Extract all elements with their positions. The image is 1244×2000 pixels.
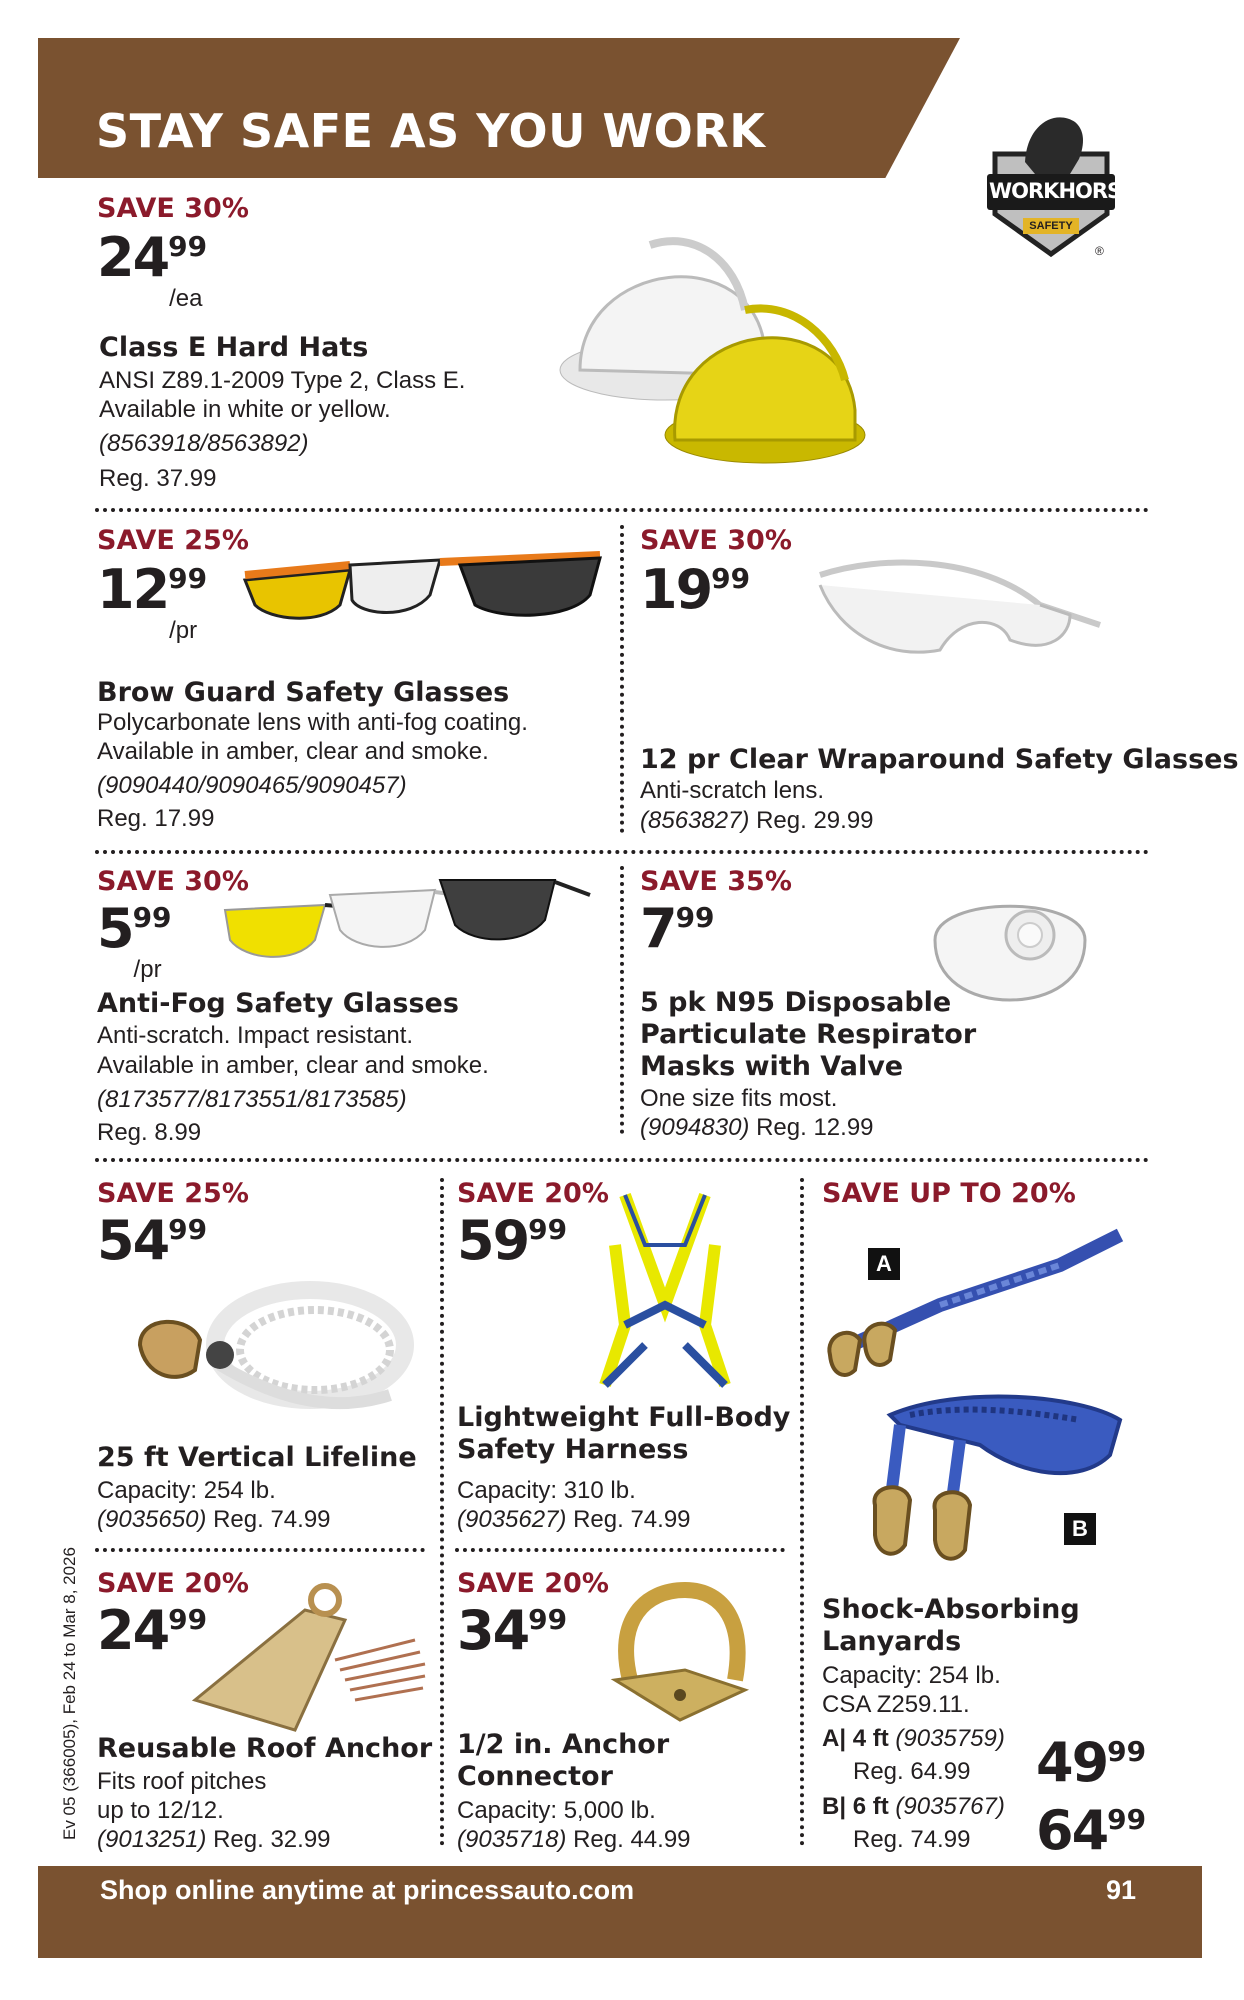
product-name: Lanyards [822,1626,962,1657]
product-name: Connector [457,1761,613,1792]
product-desc: Capacity: 310 lb. [457,1477,636,1504]
divider-vertical [440,1178,444,1846]
save-badge: SAVE 20% [457,1178,609,1209]
lanyard-a-label: A [868,1248,900,1280]
product-name: Masks with Valve [640,1051,904,1082]
price: 799 [640,897,715,960]
save-badge: SAVE UP TO 20% [822,1178,1076,1209]
product-desc: Capacity: 254 lb. [97,1477,276,1504]
product-sku-reg: (9035627) Reg. 74.99 [457,1506,691,1533]
edition-code: Ev 05 (366005), Feb 24 to Mar 8, 2026 [60,1547,79,1840]
product-desc: Fits roof pitches [97,1768,267,1795]
product-name: Anti-Fog Safety Glasses [97,988,459,1019]
brow-guard-glasses-image [240,550,610,650]
product-sku-reg: (8563827) Reg. 29.99 [640,807,874,834]
product-desc: CSA Z259.11. [822,1691,970,1718]
roof-anchor-image [185,1580,435,1735]
regular-price: Reg. 64.99 [853,1758,971,1785]
regular-price: Reg. 8.99 [97,1119,202,1146]
hard-hats-image [545,200,875,495]
product-name: Brow Guard Safety Glasses [97,677,510,708]
product-desc: One size fits most. [640,1085,838,1112]
save-badge: SAVE 30% [97,866,249,897]
product-desc: Polycarbonate lens with anti-fog coating. [97,709,528,736]
price: 4999 [1036,1731,1147,1794]
product-name: 5 pk N95 Disposable [640,987,952,1018]
lanyard-b-option: B| 6 ft (9035767) [822,1793,1005,1820]
product-name: Shock-Absorbing [822,1594,1080,1625]
product-name: Reusable Roof Anchor [97,1733,433,1764]
save-badge: SAVE 20% [97,1568,249,1599]
workhorse-logo [975,104,1135,270]
regular-price: Reg. 17.99 [97,805,215,832]
price: 1299/pr [97,558,208,644]
safety-harness-image [585,1185,745,1395]
product-desc: Available in amber, clear and smoke. [97,738,489,765]
divider [95,1548,425,1552]
product-name: 1/2 in. Anchor [457,1729,670,1760]
product-name: Lightweight Full-Body [457,1402,791,1433]
logo-sub: SAFETY [1023,218,1079,234]
page-number: 91 [1106,1875,1137,1905]
save-badge: SAVE 20% [457,1568,609,1599]
save-badge: SAVE 35% [640,866,792,897]
regular-price: Reg. 37.99 [99,465,217,492]
product-name: Class E Hard Hats [99,332,369,363]
logo-text: WORKHORSE [989,179,1135,203]
price: 5499 [97,1209,208,1272]
save-badge: SAVE 30% [97,193,249,224]
product-sku-reg: (9013251) Reg. 32.99 [97,1826,331,1853]
divider [95,508,1149,512]
product-sku: (9090440/9090465/9090457) [97,772,407,799]
product-sku-reg: (9035650) Reg. 74.99 [97,1506,331,1533]
lanyard-b-label: B [1064,1513,1096,1545]
product-name: Particulate Respirator [640,1019,977,1050]
price: 1999 [640,558,751,621]
product-desc: ANSI Z89.1-2009 Type 2, Class E. [99,367,466,394]
page-title: STAY SAFE AS YOU WORK [96,104,766,158]
product-sku: (8173577/8173551/8173585) [97,1086,407,1113]
save-badge: SAVE 30% [640,525,792,556]
regular-price: Reg. 74.99 [853,1826,971,1853]
logo-reg: ® [1095,244,1104,258]
wraparound-glasses-image [800,545,1120,715]
product-name: 25 ft Vertical Lifeline [97,1442,417,1473]
anchor-connector-image [605,1580,755,1730]
divider [95,1158,1149,1162]
divider-vertical [620,866,624,1134]
lanyard-a-option: A| 4 ft (9035759) [822,1725,1005,1752]
product-desc: Capacity: 254 lb. [822,1662,1001,1689]
product-name: Safety Harness [457,1434,689,1465]
price: 3499 [457,1599,568,1662]
save-badge: SAVE 25% [97,525,249,556]
price: 6499 [1036,1799,1147,1862]
product-desc: Anti-scratch. Impact resistant. [97,1022,414,1049]
product-sku-reg: (9035718) Reg. 44.99 [457,1826,691,1853]
price: 2499/ea [97,226,208,312]
save-badge: SAVE 25% [97,1178,249,1209]
product-desc: Available in amber, clear and smoke. [97,1052,489,1079]
product-desc: Available in white or yellow. [99,396,391,423]
product-sku: (8563918/8563892) [99,430,309,457]
product-desc: Capacity: 5,000 lb. [457,1797,656,1824]
footer-website-text[interactable]: Shop online anytime at princessauto.com [100,1875,635,1905]
price: 599/pr [97,897,172,983]
product-desc: Anti-scratch lens. [640,777,825,804]
price: 5999 [457,1209,568,1272]
product-desc: up to 12/12. [97,1797,224,1824]
lifeline-rope-image [130,1275,420,1440]
divider [95,850,1149,854]
product-sku-reg: (9094830) Reg. 12.99 [640,1114,874,1141]
price: 2499 [97,1599,208,1662]
divider-vertical [620,525,624,833]
anti-fog-glasses-image [215,870,595,990]
divider [455,1548,785,1552]
product-name: 12 pr Clear Wraparound Safety Glasses [640,744,1239,775]
divider-vertical [800,1178,804,1846]
